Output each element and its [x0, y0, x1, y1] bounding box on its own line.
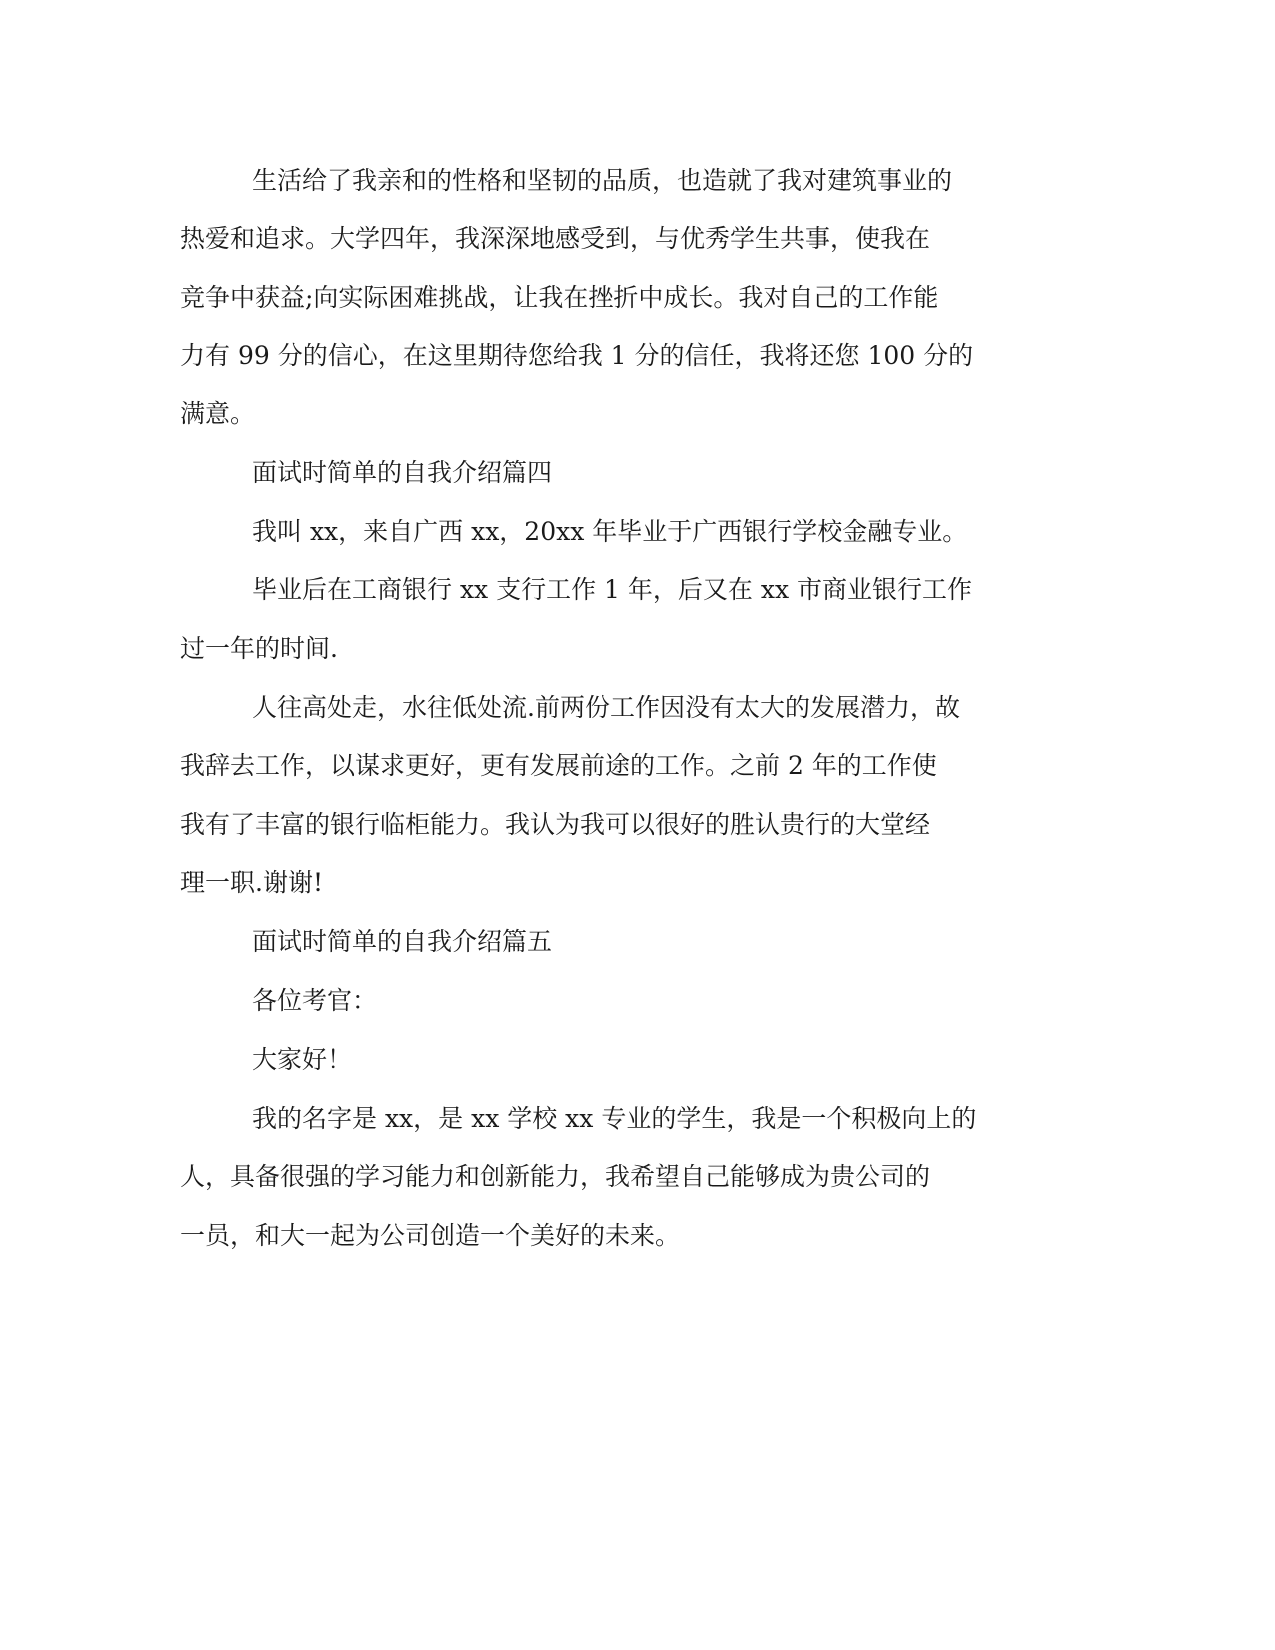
paragraph-line: 各位考官：: [252, 986, 378, 1015]
paragraph-line: 我叫 xx，来自广西 xx，20xx 年毕业于广西银行学校金融专业。: [252, 517, 968, 546]
section-heading: 面试时简单的自我介绍篇四: [252, 458, 553, 487]
paragraph-line: 热爱和追求。大学四年，我深深地感受到，与优秀学生共事，使我在: [180, 224, 931, 253]
paragraph-line: 满意。: [180, 399, 256, 428]
paragraph-line: 毕业后在工商银行 xx 支行工作 1 年，后又在 xx 市商业银行工作: [252, 575, 972, 604]
paragraph-line: 力有 99 分的信心，在这里期待您给我 1 分的信任，我将还您 100 分的: [180, 341, 974, 370]
paragraph-line: 大家好！: [252, 1045, 353, 1074]
paragraph-line: 我有了丰富的银行临柜能力。我认为我可以很好的胜认贵行的大堂经: [180, 810, 931, 839]
paragraph-line: 生活给了我亲和的性格和坚韧的品质，也造就了我对建筑事业的: [252, 166, 953, 195]
paragraph-line: 我辞去工作，以谋求更好，更有发展前途的工作。之前 2 年的工作使: [180, 751, 937, 780]
paragraph-line: 过一年的时间.: [180, 634, 338, 663]
paragraph-line: 我的名字是 xx，是 xx 学校 xx 专业的学生，我是一个积极向上的: [252, 1104, 977, 1133]
paragraph-line: 一员，和大一起为公司创造一个美好的未来。: [180, 1221, 681, 1250]
paragraph-line: 人往高处走，水往低处流.前两份工作因没有太大的发展潜力，故: [252, 693, 960, 722]
paragraph-line: 竞争中获益;向实际困难挑战，让我在挫折中成长。我对自己的工作能: [180, 283, 939, 312]
paragraph-line: 理一职.谢谢!: [180, 868, 323, 897]
section-heading: 面试时简单的自我介绍篇五: [252, 927, 553, 956]
paragraph-line: 人，具备很强的学习能力和创新能力，我希望自己能够成为贵公司的: [180, 1162, 931, 1191]
